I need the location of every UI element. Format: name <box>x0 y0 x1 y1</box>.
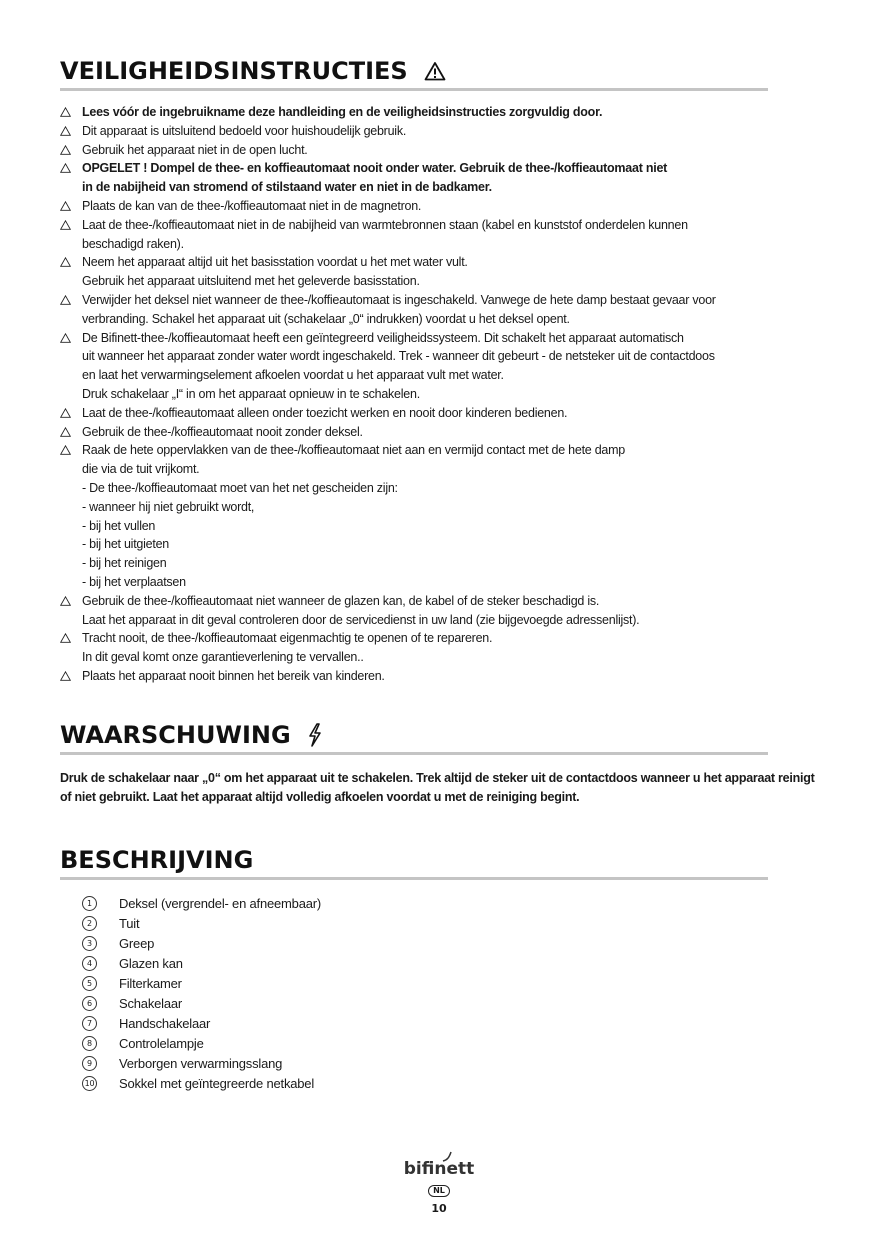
safety-item-text: Raak de hete oppervlakken van de thee-/koffieautomaat niet aan en vermijd contact met de hete damp die via de tuit vrijkomt. - De thee-/koffieautomaat moet van het net gescheiden zijn: - wanneer hij niet gebruikt wordt, - bij het vullen - bij het uitgieten - bij het reinigen - bij het verplaatsen <box>82 443 625 589</box>
part-label: Verborgen verwarmingsslang <box>119 1056 283 1072</box>
part-number: 3 <box>82 936 97 951</box>
part-item <box>60 914 812 934</box>
safety-item <box>60 592 812 630</box>
part-label: Glazen kan <box>119 956 183 972</box>
part-label: Handschakelaar <box>119 1016 211 1032</box>
part-number: 6 <box>82 996 97 1011</box>
bullet-triangle-icon <box>60 126 71 136</box>
warning-section <box>60 720 815 807</box>
safety-item <box>60 291 812 329</box>
part-label: Filterkamer <box>119 976 182 992</box>
bullet-triangle-icon <box>60 333 71 343</box>
safety-item <box>60 159 812 197</box>
bullet-triangle-icon <box>60 107 71 117</box>
safety-item <box>60 441 812 591</box>
bifinett-logo <box>399 1150 479 1180</box>
part-item <box>60 1054 812 1074</box>
part-label: Controlelampje <box>119 1036 204 1052</box>
safety-heading <box>60 56 812 86</box>
safety-item-text: Dit apparaat is uitsluitend bedoeld voor huishoudelijk gebruik. <box>82 123 407 138</box>
part-item <box>60 1074 812 1094</box>
safety-item <box>60 197 812 216</box>
part-number: 8 <box>82 1036 97 1051</box>
description-divider <box>60 877 768 880</box>
safety-item <box>60 253 812 291</box>
part-label: Tuit <box>119 916 140 932</box>
safety-item <box>60 329 812 404</box>
bullet-triangle-icon <box>60 427 71 437</box>
safety-item <box>60 667 812 686</box>
part-number: 9 <box>82 1056 97 1071</box>
language-badge: NL <box>428 1185 450 1197</box>
part-item <box>60 934 812 954</box>
safety-item <box>60 216 812 254</box>
safety-section <box>60 56 812 686</box>
safety-item-text: De Bifinett-thee-/koffieautomaat heeft een geïntegreerd veiligheidssysteem. Dit schakelt het apparaat automatisch uit wanneer het apparaat zonder water wordt ingeschakeld. Trek - wanneer dit gebeurt - de netsteker uit de contactdoos en laat het verwarmingselement afkoelen voordat u het apparaat vult met water. Druk schakelaar „I“ in om het apparaat opnieuw in te schakelen. <box>82 330 715 401</box>
safety-item-text: Neem het apparaat altijd uit het basisstation voordat u het met water vult. Gebruik het apparaat uitsluitend met het geleverde basisstation. <box>82 255 468 289</box>
safety-item-text: Plaats het apparaat nooit binnen het bereik van kinderen. <box>82 668 385 683</box>
part-item <box>60 894 812 914</box>
safety-item <box>60 122 812 141</box>
safety-item <box>60 629 812 667</box>
brand-text: bifinett <box>403 1159 475 1179</box>
bullet-triangle-icon <box>60 201 71 211</box>
bullet-triangle-icon <box>60 596 71 606</box>
safety-item-text: Laat de thee-/koffieautomaat niet in de nabijheid van warmtebronnen staan (kabel en kunststof onderdelen kunnen beschadigd raken). <box>82 217 688 251</box>
part-number: 1 <box>82 896 97 911</box>
page-number: 10 <box>431 1202 447 1215</box>
safety-item-text: Gebruik de thee-/koffieautomaat nooit zonder deksel. <box>82 424 363 439</box>
safety-item <box>60 103 812 122</box>
part-number: 4 <box>82 956 97 971</box>
safety-item <box>60 423 812 442</box>
page-footer <box>394 1150 484 1215</box>
warning-heading <box>60 720 812 750</box>
bullet-triangle-icon <box>60 145 71 155</box>
warning-triangle-icon <box>424 61 446 81</box>
manual-page <box>60 56 815 1094</box>
part-label: Greep <box>119 936 155 952</box>
part-label: Schakelaar <box>119 996 183 1012</box>
safety-list <box>60 103 812 686</box>
safety-item-text: Gebruik de thee-/koffieautomaat niet wanneer de glazen kan, de kabel of de steker beschadigd is. Laat het apparaat in dit geval controleren door de servicedienst in uw land (zie bijgevoegde adressenlijst). <box>82 593 640 627</box>
part-item <box>60 1034 812 1054</box>
bullet-triangle-icon <box>60 220 71 230</box>
bullet-triangle-icon <box>60 633 71 643</box>
safety-title: VEILIGHEIDSINSTRUCTIES <box>60 57 408 85</box>
bullet-triangle-icon <box>60 671 71 681</box>
warning-divider <box>60 752 768 755</box>
part-item <box>60 994 812 1014</box>
description-section <box>60 845 812 1094</box>
safety-item-text: Verwijder het deksel niet wanneer de thee-/koffieautomaat is ingeschakeld. Vanwege de hete damp bestaat gevaar voor verbranding. Schakel het apparaat uit (schakelaar „0“ indrukken) voordat u het deksel opent. <box>82 292 716 326</box>
part-number: 7 <box>82 1016 97 1031</box>
safety-item-text: Tracht nooit, de thee-/koffieautomaat eigenmachtig te openen of te repareren. In dit geval komt onze garantieverlening te vervallen.. <box>82 631 493 665</box>
part-item <box>60 1014 812 1034</box>
bullet-triangle-icon <box>60 163 71 173</box>
part-number: 10 <box>82 1076 97 1091</box>
safety-divider <box>60 88 768 91</box>
description-heading <box>60 845 812 875</box>
parts-list <box>60 894 812 1094</box>
safety-item-text: Gebruik het apparaat niet in de open lucht. <box>82 142 308 157</box>
warning-title: WAARSCHUWING <box>60 720 291 749</box>
bullet-triangle-icon <box>60 257 71 267</box>
part-label: Deksel (vergrendel- en afneembaar) <box>119 896 322 912</box>
description-title: BESCHRIJVING <box>60 845 254 874</box>
safety-item-text: Lees vóór de ingebruikname deze handleiding en de veiligheidsinstructies zorgvuldig door. <box>82 105 603 119</box>
warning-text: Druk de schakelaar naar „0“ om het apparaat uit te schakelen. Trek altijd de steker uit de contactdoos wanneer u het apparaat reinigt of niet gebruikt. Laat het apparaat altijd volledig afkoelen voordat u met de reiniging begint. <box>60 770 815 804</box>
bullet-triangle-icon <box>60 408 71 418</box>
part-number: 5 <box>82 976 97 991</box>
safety-item <box>60 141 812 160</box>
bullet-triangle-icon <box>60 295 71 305</box>
bullet-triangle-icon <box>60 445 71 455</box>
safety-item-text: Laat de thee-/koffieautomaat alleen onder toezicht werken en nooit door kinderen bedienen. <box>82 405 568 420</box>
part-label: Sokkel met geïntegreerde netkabel <box>119 1076 315 1092</box>
part-item <box>60 954 812 974</box>
safety-item-text: Plaats de kan van de thee-/koffieautomaat niet in de magnetron. <box>82 198 422 213</box>
part-number: 2 <box>82 916 97 931</box>
part-item <box>60 974 812 994</box>
lightning-bolt-icon <box>307 723 323 747</box>
safety-item-text: OPGELET ! Dompel de thee- en koffieautomaat nooit onder water. Gebruik de thee-/koffieautomaat niet in de nabijheid van stromend of stilstaand water en niet in de badkamer. <box>82 161 668 195</box>
safety-item <box>60 404 812 423</box>
